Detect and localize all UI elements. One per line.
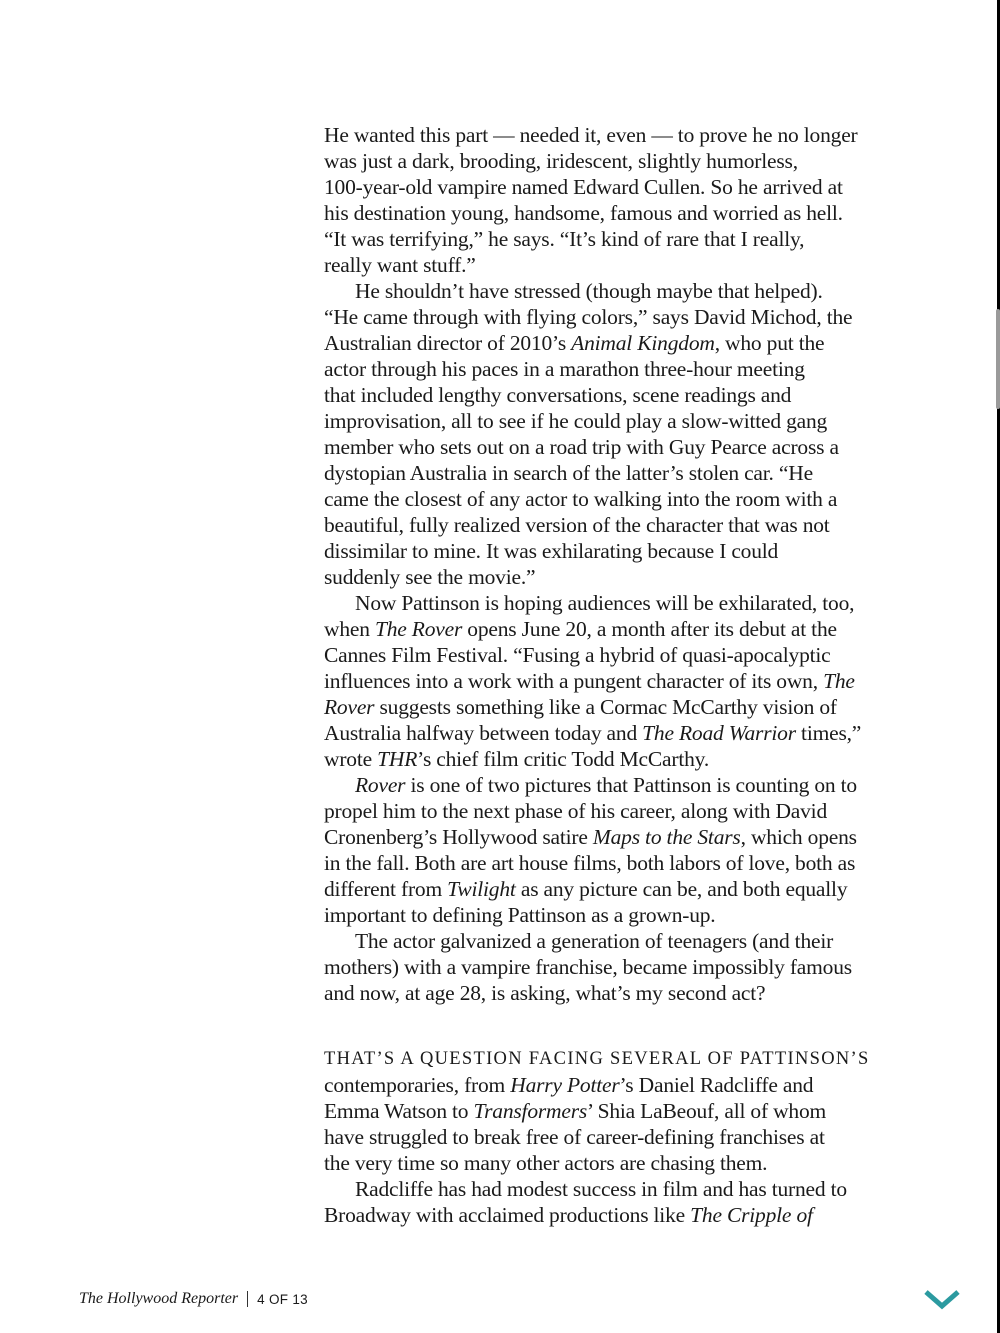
- text-run: contemporaries, from: [324, 1073, 511, 1097]
- text-line: Radcliffe has had modest success in film and has turned to: [355, 1177, 847, 1201]
- italic-title: THR: [377, 747, 418, 771]
- next-page-button[interactable]: [922, 1286, 962, 1314]
- text-line: really want stuff.”: [324, 253, 476, 277]
- text-line: [324, 1072, 924, 1098]
- text-run: , which opens: [740, 825, 857, 849]
- text-run: Australia halfway between today and: [324, 721, 643, 745]
- text-line: [324, 876, 924, 902]
- page-footer: [79, 1290, 308, 1308]
- text-line: He shouldn’t have stressed (though maybe that helped).: [355, 279, 823, 303]
- scrollbar-thumb[interactable]: [996, 309, 1000, 409]
- text-run: Cronenberg’s Hollywood satire: [324, 825, 593, 849]
- text-line: actor through his paces in a marathon three-hour meeting: [324, 357, 805, 381]
- section-lead-in: THAT’S A QUESTION FACING SEVERAL OF PATTINSON’S: [324, 1049, 870, 1069]
- text-line: was just a dark, brooding, iridescent, slightly humorless,: [324, 149, 798, 173]
- text-run: when: [324, 617, 375, 641]
- text-line: Cannes Film Festival. “Fusing a hybrid of quasi-apocalyptic: [324, 643, 831, 667]
- italic-title: Animal Kingdom: [571, 331, 715, 355]
- text-line: came the closest of any actor to walking into the room with a: [324, 487, 838, 511]
- text-line: [324, 720, 924, 746]
- text-line: in the fall. Both are art house films, both labors of love, both as: [324, 851, 856, 875]
- text-line: [324, 1202, 924, 1228]
- text-line: The actor galvanized a generation of teenagers (and their: [355, 929, 834, 953]
- text-line: important to defining Pattinson as a grown-up.: [324, 903, 716, 927]
- article-paragraph: [324, 772, 924, 928]
- text-line: [324, 772, 924, 798]
- italic-title: Harry Potter: [510, 1073, 620, 1097]
- italic-title: Maps to the Stars: [592, 825, 741, 849]
- text-run: as any picture can be, and both equally: [515, 877, 848, 901]
- text-run: Broadway with acclaimed productions like: [324, 1203, 691, 1227]
- publication-name: The Hollywood Reporter: [79, 1290, 239, 1307]
- text-line: member who sets out on a road trip with Guy Pearce across a: [324, 435, 839, 459]
- text-run: Emma Watson to: [324, 1099, 474, 1123]
- text-run: times,”: [795, 721, 862, 745]
- text-line: [324, 1098, 924, 1124]
- text-line: beautiful, fully realized version of the character that was not: [324, 513, 830, 537]
- text-run: ’ Shia LaBeouf, all of whom: [587, 1099, 827, 1123]
- text-run: influences into a work with a pungent character of its own,: [324, 669, 824, 693]
- text-run: is one of two pictures that Pattinson is counting on to: [405, 773, 857, 797]
- section-break: [324, 1006, 924, 1044]
- text-run: ’s chief film critic Todd McCarthy.: [417, 747, 709, 771]
- chevron-down-icon: [922, 1286, 962, 1314]
- text-line: dystopian Australia in search of the latter’s stolen car. “He: [324, 461, 813, 485]
- italic-title: The Cripple of: [690, 1203, 813, 1227]
- text-line: improvisation, all to see if he could play a slow-witted gang: [324, 409, 828, 433]
- text-line: [324, 1044, 924, 1072]
- page-indicator: 4 OF 13: [257, 1291, 308, 1307]
- text-line: suddenly see the movie.”: [324, 565, 536, 589]
- text-line: [324, 746, 924, 772]
- text-run: wrote: [324, 747, 378, 771]
- text-line: [324, 694, 924, 720]
- text-line: “He came through with flying colors,” says David Michod, the: [324, 305, 853, 329]
- text-line: dissimilar to mine. It was exhilarating because I could: [324, 539, 779, 563]
- italic-title: Rover: [355, 773, 406, 797]
- text-run: suggests something like a Cormac McCarthy vision of: [374, 695, 837, 719]
- article-paragraph: [324, 1044, 924, 1176]
- text-line: that included lengthy conversations, scene readings and: [324, 383, 792, 407]
- text-line: have struggled to break free of career-defining franchises at: [324, 1125, 825, 1149]
- italic-title: The: [823, 669, 855, 693]
- text-line: [324, 616, 924, 642]
- footer-divider: [247, 1291, 248, 1307]
- text-line: [324, 668, 924, 694]
- text-line: [324, 330, 924, 356]
- text-run: , who put the: [714, 331, 825, 355]
- italic-title: Transformers: [473, 1099, 588, 1123]
- text-line: He wanted this part — needed it, even — to prove he no longer: [324, 123, 858, 147]
- text-line: propel him to the next phase of his career, along with David: [324, 799, 827, 823]
- text-run: opens June 20, a month after its debut at the: [462, 617, 837, 641]
- text-run: ’s Daniel Radcliffe and: [619, 1073, 814, 1097]
- article-paragraph: [324, 590, 924, 772]
- article-paragraph: [324, 278, 924, 590]
- text-line: the very time so many other actors are chasing them.: [324, 1151, 768, 1175]
- text-line: [324, 824, 924, 850]
- text-line: 100-year-old vampire named Edward Cullen. So he arrived at: [324, 175, 843, 199]
- italic-title: Twilight: [447, 877, 516, 901]
- text-run: different from: [324, 877, 448, 901]
- article-paragraph: [324, 122, 924, 278]
- text-line: “It was terrifying,” he says. “It’s kind of rare that I really,: [324, 227, 805, 251]
- article-body: [324, 122, 924, 1228]
- article-paragraph: [324, 1176, 924, 1228]
- text-line: and now, at age 28, is asking, what’s my second act?: [324, 981, 766, 1005]
- text-line: his destination young, handsome, famous and worried as hell.: [324, 201, 843, 225]
- text-line: mothers) with a vampire franchise, became impossibly famous: [324, 955, 852, 979]
- italic-title: Rover: [324, 695, 375, 719]
- article-paragraph: [324, 928, 924, 1006]
- italic-title: The Road Warrior: [642, 721, 796, 745]
- text-run: Australian director of 2010’s: [324, 331, 572, 355]
- text-line: Now Pattinson is hoping audiences will be exhilarated, too,: [355, 591, 855, 615]
- italic-title: The Rover: [374, 617, 463, 641]
